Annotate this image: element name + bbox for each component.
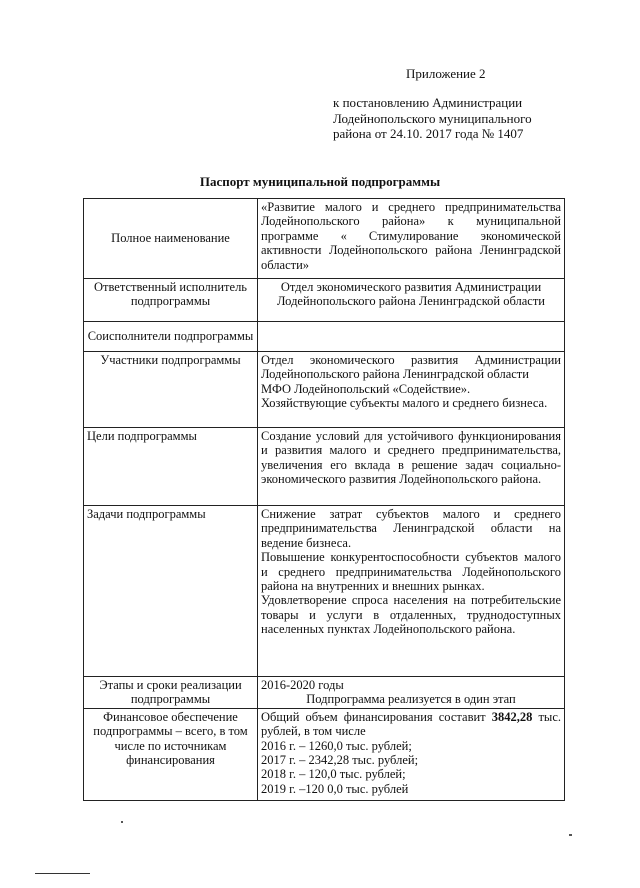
table-row [84, 428, 565, 506]
row-label: Участники подпрограммы [84, 352, 258, 428]
financing-year: 2018 г. – 120,0 тыс. рублей; [261, 767, 406, 782]
participant-line: МФО Лодейнопольский «Содействие». [261, 381, 471, 396]
appendix-label: Приложение 2 [406, 66, 486, 81]
task-line: Удовлетворение спроса населения на потребительские товары и услуги в отдаленных, труднодоступных населенных пунктах Лодейнопольского района. [261, 593, 561, 637]
row-label: Ответственный исполнитель подпрограммы [84, 279, 258, 322]
financing-year: 2019 г. –120 0,0 тыс. рублей [261, 781, 409, 796]
table-row [84, 352, 565, 428]
passport-table [83, 198, 565, 801]
table-row [84, 506, 565, 677]
scan-mark [121, 821, 123, 823]
participant-line: Отдел экономического развития Администрации Лодейнопольского района Ленинградской области [261, 353, 561, 382]
row-value [258, 677, 565, 709]
row-value: «Развитие малого и среднего предпринимательства Лодейнопольского района» к муниципальной программе « Стимулирование экономической активности Лодейнопольского района Ленинградской области» [258, 199, 565, 279]
row-label: Финансовое обеспечение подпрограммы – всего, в том числе по источникам финансирования [84, 708, 258, 800]
participant-line: Хозяйствующие субъекты малого и среднего бизнеса. [261, 396, 548, 411]
task-line: Повышение конкурентоспособности субъектов малого и среднего предпринимательства Лодейнопольского района на внутренних и внешних рынках. [261, 550, 561, 594]
row-value [258, 352, 565, 428]
financing-year: 2016 г. – 1260,0 тыс. рублей; [261, 738, 412, 753]
footer-rule [35, 873, 90, 874]
decree-line: Лодейнопольского муниципального [333, 110, 532, 126]
row-value [258, 708, 565, 800]
task-line: Снижение затрат субъектов малого и среднего предпринимательства Ленинградской области на ведение бизнеса. [261, 507, 561, 550]
decree-reference [333, 95, 532, 142]
row-value [258, 506, 565, 677]
row-value [258, 322, 565, 352]
financing-intro: Общий объем финансирования составит [261, 709, 486, 724]
document-title: Паспорт муниципальной подпрограммы [199, 174, 441, 189]
table-row [84, 199, 565, 279]
row-label: Соисполнители подпрограммы [84, 322, 258, 352]
financing-total: 3842,28 [491, 709, 533, 724]
row-value: Создание условий для устойчивого функционирования и развития малого и среднего предпринимательства, увеличения его вклада в решение задач социально-экономического развития Лодейнопольского района. [258, 428, 565, 506]
table-row [84, 708, 565, 800]
row-value: Отдел экономического развития Администрации Лодейнопольского района Ленинградской области [258, 279, 565, 322]
table-row [84, 677, 565, 709]
scan-mark [569, 834, 572, 836]
decree-line: к постановлению Администрации [333, 95, 523, 110]
row-label: Задачи подпрограммы [84, 506, 258, 677]
stages-note: Подпрограмма реализуется в один этап [306, 692, 516, 707]
decree-line: района от 24.10. 2017 года № 1407 [333, 126, 524, 141]
table-row [84, 322, 565, 352]
row-label: Полное наименование [84, 199, 258, 279]
stages-years: 2016-2020 годы [261, 678, 344, 692]
financing-unit: тыс. рублей, в том числе [261, 709, 561, 739]
row-label: Цели подпрограммы [84, 428, 258, 506]
financing-total-line [261, 710, 561, 739]
table-row [84, 279, 565, 322]
row-label: Этапы и сроки реализации подпрограммы [84, 677, 258, 709]
financing-year: 2017 г. – 2342,28 тыс. рублей; [261, 753, 419, 768]
